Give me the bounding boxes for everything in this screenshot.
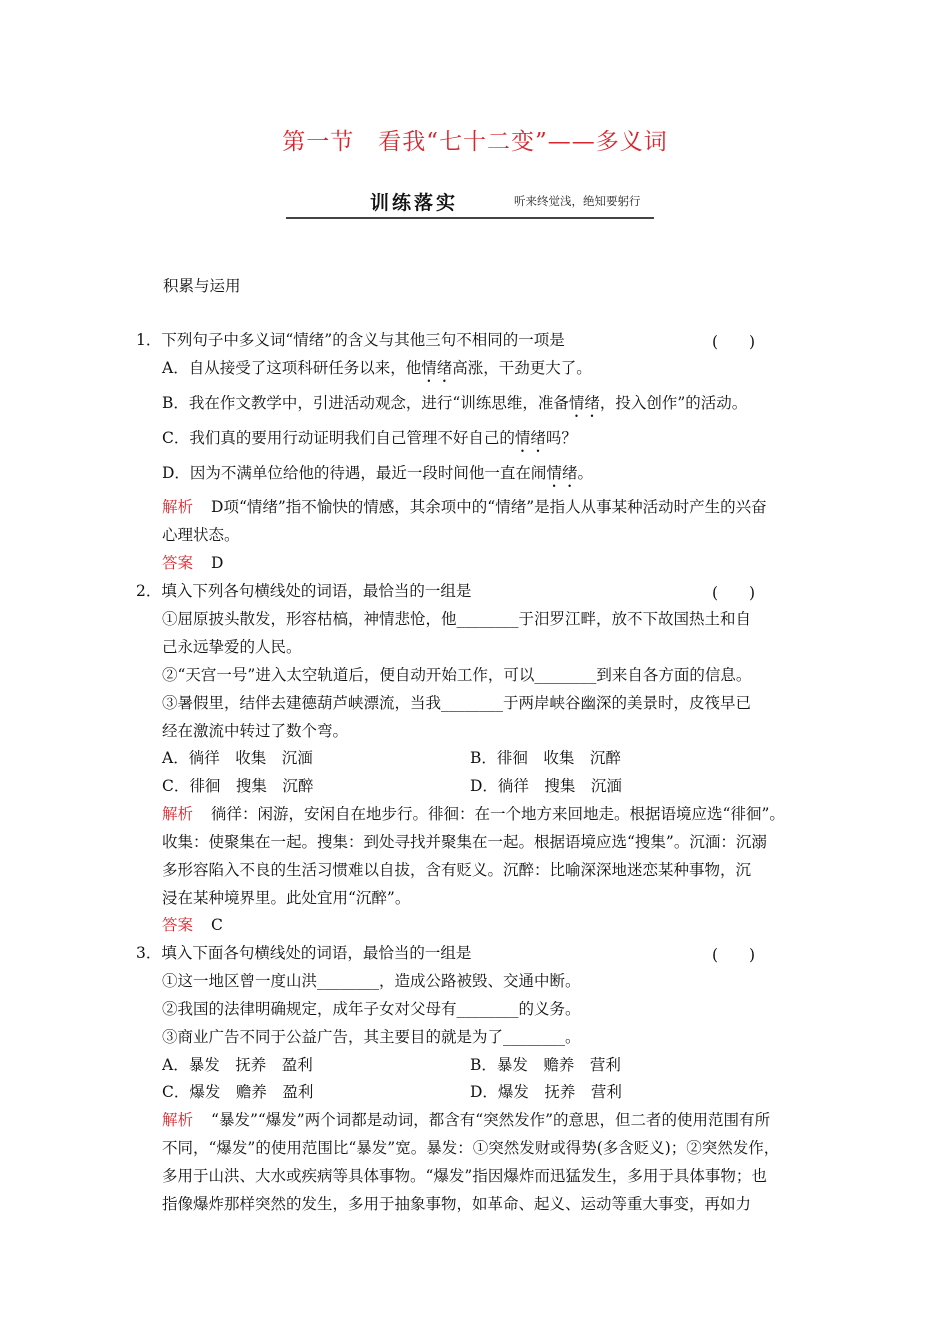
q3-analysis-cont: 不同，“爆发”的使用范围比“暴发”宽。暴发：①突然发财或得势(多含贬义)；②突然发作， bbox=[162, 1139, 780, 1157]
q2-stem: 2．填入下列各句横线处的词语，最恰当的一组是 bbox=[136, 582, 472, 600]
q2-analysis-cont: 收集：使聚集在一起。搜集：到处寻找并聚集在一起。根据语境应选“搜集”。沉湎：沉溺 bbox=[162, 833, 767, 851]
q1-answer: 答案 D bbox=[162, 554, 224, 572]
q1-option-b: B．我在作文教学中，引进活动观念，进行“训练思维，准备情绪，投入创作”的活动。 bbox=[162, 394, 748, 412]
q2-answer-paren: ( ) bbox=[712, 584, 756, 602]
q3-option-c: C．爆发 赡养 盈利 bbox=[162, 1083, 314, 1101]
q3-sentence-1: ①这一地区曾一度山洪________，造成公路被毁、交通中断。 bbox=[162, 972, 581, 990]
q2-sentence-3: ③暑假里，结伴去建德葫芦峡漂流，当我________于两岸峡谷幽深的美景时，皮筏早已 bbox=[162, 694, 752, 712]
q2-sentence-1-cont: 己永远挚爱的人民。 bbox=[162, 638, 302, 656]
answer-label: 答案 bbox=[162, 554, 194, 572]
q1-option-c: C．我们真的要用行动证明我们自己管理不好自己的情绪吗？ bbox=[162, 429, 577, 447]
q3-stem: 3．填入下面各句横线处的词语，最恰当的一组是 bbox=[136, 944, 472, 962]
section-heading: 积累与运用 bbox=[163, 277, 241, 295]
analysis-label: 解析 bbox=[162, 498, 194, 516]
q1-answer-paren: ( ) bbox=[712, 333, 756, 351]
q3-option-b: B．暴发 赡养 营利 bbox=[470, 1056, 621, 1074]
q3-option-a: A．暴发 抚养 盈利 bbox=[162, 1056, 313, 1074]
q3-analysis-cont: 多用于山洪、大水或疾病等具体事物。“爆发”指因爆炸而迅猛发生，多用于具体事物；也 bbox=[162, 1167, 767, 1185]
q2-analysis-cont: 多形容陷入不良的生活习惯难以自拔，含有贬义。沉醉：比喻深深地迷恋某种事物，沉 bbox=[162, 861, 752, 879]
q3-option-d: D．爆发 抚养 营利 bbox=[470, 1083, 622, 1101]
answer-label: 答案 bbox=[162, 916, 194, 934]
q1-analysis-cont: 心理状态。 bbox=[162, 526, 240, 544]
q1-option-a: A．自从接受了这项科研任务以来，他情绪高涨，干劲更大了。 bbox=[162, 359, 592, 377]
q3-analysis-cont: 指像爆炸那样突然的发生，多用于抽象事物，如革命、起义、运动等重大事变，再如力 bbox=[162, 1195, 752, 1213]
q2-analysis: 解析 徜徉：闲游，安闲自在地步行。徘徊：在一个地方来回地走。根据语境应选“徘徊”。 bbox=[162, 805, 785, 823]
section-banner bbox=[286, 190, 654, 220]
q3-sentence-2: ②我国的法律明确规定，成年子女对父母有________的义务。 bbox=[162, 1000, 581, 1018]
q3-sentence-3: ③商业广告不同于公益广告，其主要目的就是为了________。 bbox=[162, 1028, 581, 1046]
q1-option-d: D．因为不满单位给他的待遇，最近一段时间他一直在闹情绪。 bbox=[162, 464, 593, 482]
q2-sentence-2: ②“天宫一号”进入太空轨道后，便自动开始工作，可以________到来自各方面的信息。 bbox=[162, 666, 752, 684]
q2-sentence-3-cont: 经在激流中转过了数个弯。 bbox=[162, 722, 349, 740]
q2-option-c: C．徘徊 搜集 沉醉 bbox=[162, 777, 314, 795]
page-title: 第一节 看我“七十二变”——多义词 bbox=[282, 129, 668, 155]
q2-sentence-1: ①屈原披头散发，形容枯槁，神情悲怆，他________于汨罗江畔，放不下故国热土和自 bbox=[162, 610, 752, 628]
q2-analysis-cont: 浸在某种境界里。此处宜用“沉醉”。 bbox=[162, 889, 411, 907]
q1-analysis: 解析 D项“情绪”指不愉快的情感，其余项中的“情绪”是指人从事某种活动时产生的兴奋 bbox=[162, 498, 767, 516]
q3-answer-paren: ( ) bbox=[712, 946, 756, 964]
q2-option-d: D．徜徉 搜集 沉湎 bbox=[470, 777, 622, 795]
q1-stem: 1．下列句子中多义词“情绪”的含义与其他三句不相同的一项是 bbox=[136, 331, 565, 349]
banner-slogan: 听来终觉浅，绝知要躬行 bbox=[514, 194, 641, 208]
banner-label: 训练落实 bbox=[370, 192, 459, 214]
analysis-label: 解析 bbox=[162, 1111, 194, 1129]
q2-answer: 答案 C bbox=[162, 916, 223, 934]
banner-rule bbox=[286, 217, 654, 219]
q2-option-b: B．徘徊 收集 沉醉 bbox=[470, 749, 621, 767]
q3-analysis: 解析 “暴发”“爆发”两个词都是动词，都含有“突然发作”的意思，但二者的使用范围有所 bbox=[162, 1111, 771, 1129]
q2-option-a: A．徜徉 收集 沉湎 bbox=[162, 749, 313, 767]
analysis-label: 解析 bbox=[162, 805, 194, 823]
